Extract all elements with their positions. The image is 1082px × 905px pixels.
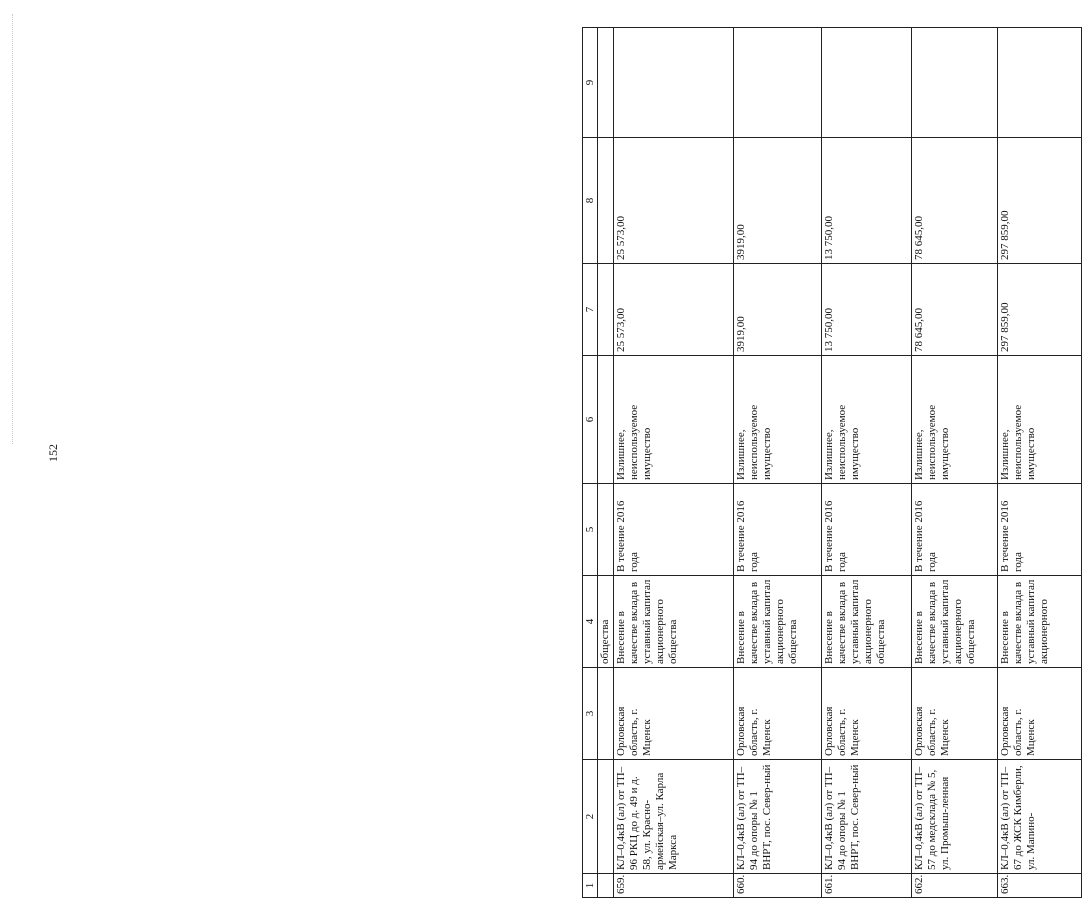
table-cell: [912, 28, 998, 138]
privatization-method: Внесение в качестве вклада в уставный капитал акционерного: [998, 576, 1082, 668]
column-number: 7: [583, 264, 598, 356]
object-name: КЛ–0,4кВ (ал) от ТП–94 до опоры № 1 ВНРТ, пос. Север-ный: [822, 760, 912, 874]
column-number: 5: [583, 484, 598, 576]
term: В течение 2016 года: [614, 484, 734, 576]
privatization-method: Внесение в качестве вклада в уставный капитал акционерного общества: [912, 576, 998, 668]
row-number: 663.: [998, 874, 1082, 898]
amount: 25 573,00: [614, 138, 734, 264]
column-number-row: [583, 28, 598, 898]
continuation-row: [598, 28, 614, 898]
rotated-table-wrapper: [582, 28, 1082, 898]
object-name: КЛ–0,4кВ (ал) от ТП–57 до медсклада № 5, ул. Промыш-ленная: [912, 760, 998, 874]
reason: Излишнее, неиспользуемое имущество: [912, 356, 998, 484]
table-cell: [734, 28, 822, 138]
table-cell: [598, 484, 614, 576]
reason: Излишнее, неиспользуемое имущество: [614, 356, 734, 484]
column-number: 3: [583, 668, 598, 760]
table-cell: [598, 874, 614, 898]
column-number: 1: [583, 874, 598, 898]
table-cell: [614, 28, 734, 138]
property-register-table: [582, 27, 1082, 898]
table-cell: [598, 264, 614, 356]
amount: 3919,00: [734, 138, 822, 264]
location: Орловская область, г. Мценск: [998, 668, 1082, 760]
table-cell: [598, 356, 614, 484]
table-row: [614, 28, 734, 898]
amount: 13 750,00: [822, 264, 912, 356]
row-number: 660.: [734, 874, 822, 898]
page-number: 152: [46, 444, 60, 462]
amount: 3919,00: [734, 264, 822, 356]
column-number: 8: [583, 138, 598, 264]
row-number: 662.: [912, 874, 998, 898]
amount: 297 859,00: [998, 264, 1082, 356]
scan-artifact: [12, 14, 17, 444]
privatization-method: Внесение в качестве вклада в уставный капитал акционерного общества: [614, 576, 734, 668]
table-cell: [598, 668, 614, 760]
table-row: [912, 28, 998, 898]
table-row: [822, 28, 912, 898]
amount: 13 750,00: [822, 138, 912, 264]
table-cell: [598, 28, 614, 138]
column-number: 2: [583, 760, 598, 874]
table-cell: [822, 28, 912, 138]
reason: Излишнее, неиспользуемое имущество: [998, 356, 1082, 484]
reason: Излишнее, неиспользуемое имущество: [734, 356, 822, 484]
column-number: 6: [583, 356, 598, 484]
term: В течение 2016 года: [912, 484, 998, 576]
table-cell: общества: [598, 576, 614, 668]
location: Орловская область, г. Мценск: [822, 668, 912, 760]
table-cell: [998, 28, 1082, 138]
table-row: [734, 28, 822, 898]
object-name: КЛ–0,4кВ (ал) от ТП–96 РКЦ до д. 49 и д. 58, ул. Красно-армейская–ул. Карла Маркса: [614, 760, 734, 874]
reason: Излишнее, неиспользуемое имущество: [822, 356, 912, 484]
privatization-method: Внесение в качестве вклада в уставный капитал акционерного общества: [734, 576, 822, 668]
term: В течение 2016 года: [998, 484, 1082, 576]
term: В течение 2016 года: [822, 484, 912, 576]
table-row: [998, 28, 1082, 898]
amount: 25 573,00: [614, 264, 734, 356]
location: Орловская область, г. Мценск: [912, 668, 998, 760]
term: В течение 2016 года: [734, 484, 822, 576]
amount: 297 859,00: [998, 138, 1082, 264]
table-cell: [598, 760, 614, 874]
amount: 78 645,00: [912, 264, 998, 356]
row-number: 659.: [614, 874, 734, 898]
amount: 78 645,00: [912, 138, 998, 264]
location: Орловская область, г. Мценск: [734, 668, 822, 760]
column-number: 9: [583, 28, 598, 138]
row-number: 661.: [822, 874, 912, 898]
object-name: КЛ–0,4кВ (ал) от ТП–94 до опоры № 1 ВНРТ, пос. Север-ный: [734, 760, 822, 874]
table-cell: [598, 138, 614, 264]
object-name: КЛ–0,4кВ (ал) от ТП–67 до ЖСК Кимберли, ул. Мапино-: [998, 760, 1082, 874]
column-number: 4: [583, 576, 598, 668]
location: Орловская область, г. Мценск: [614, 668, 734, 760]
privatization-method: Внесение в качестве вклада в уставный капитал акционерного общества: [822, 576, 912, 668]
